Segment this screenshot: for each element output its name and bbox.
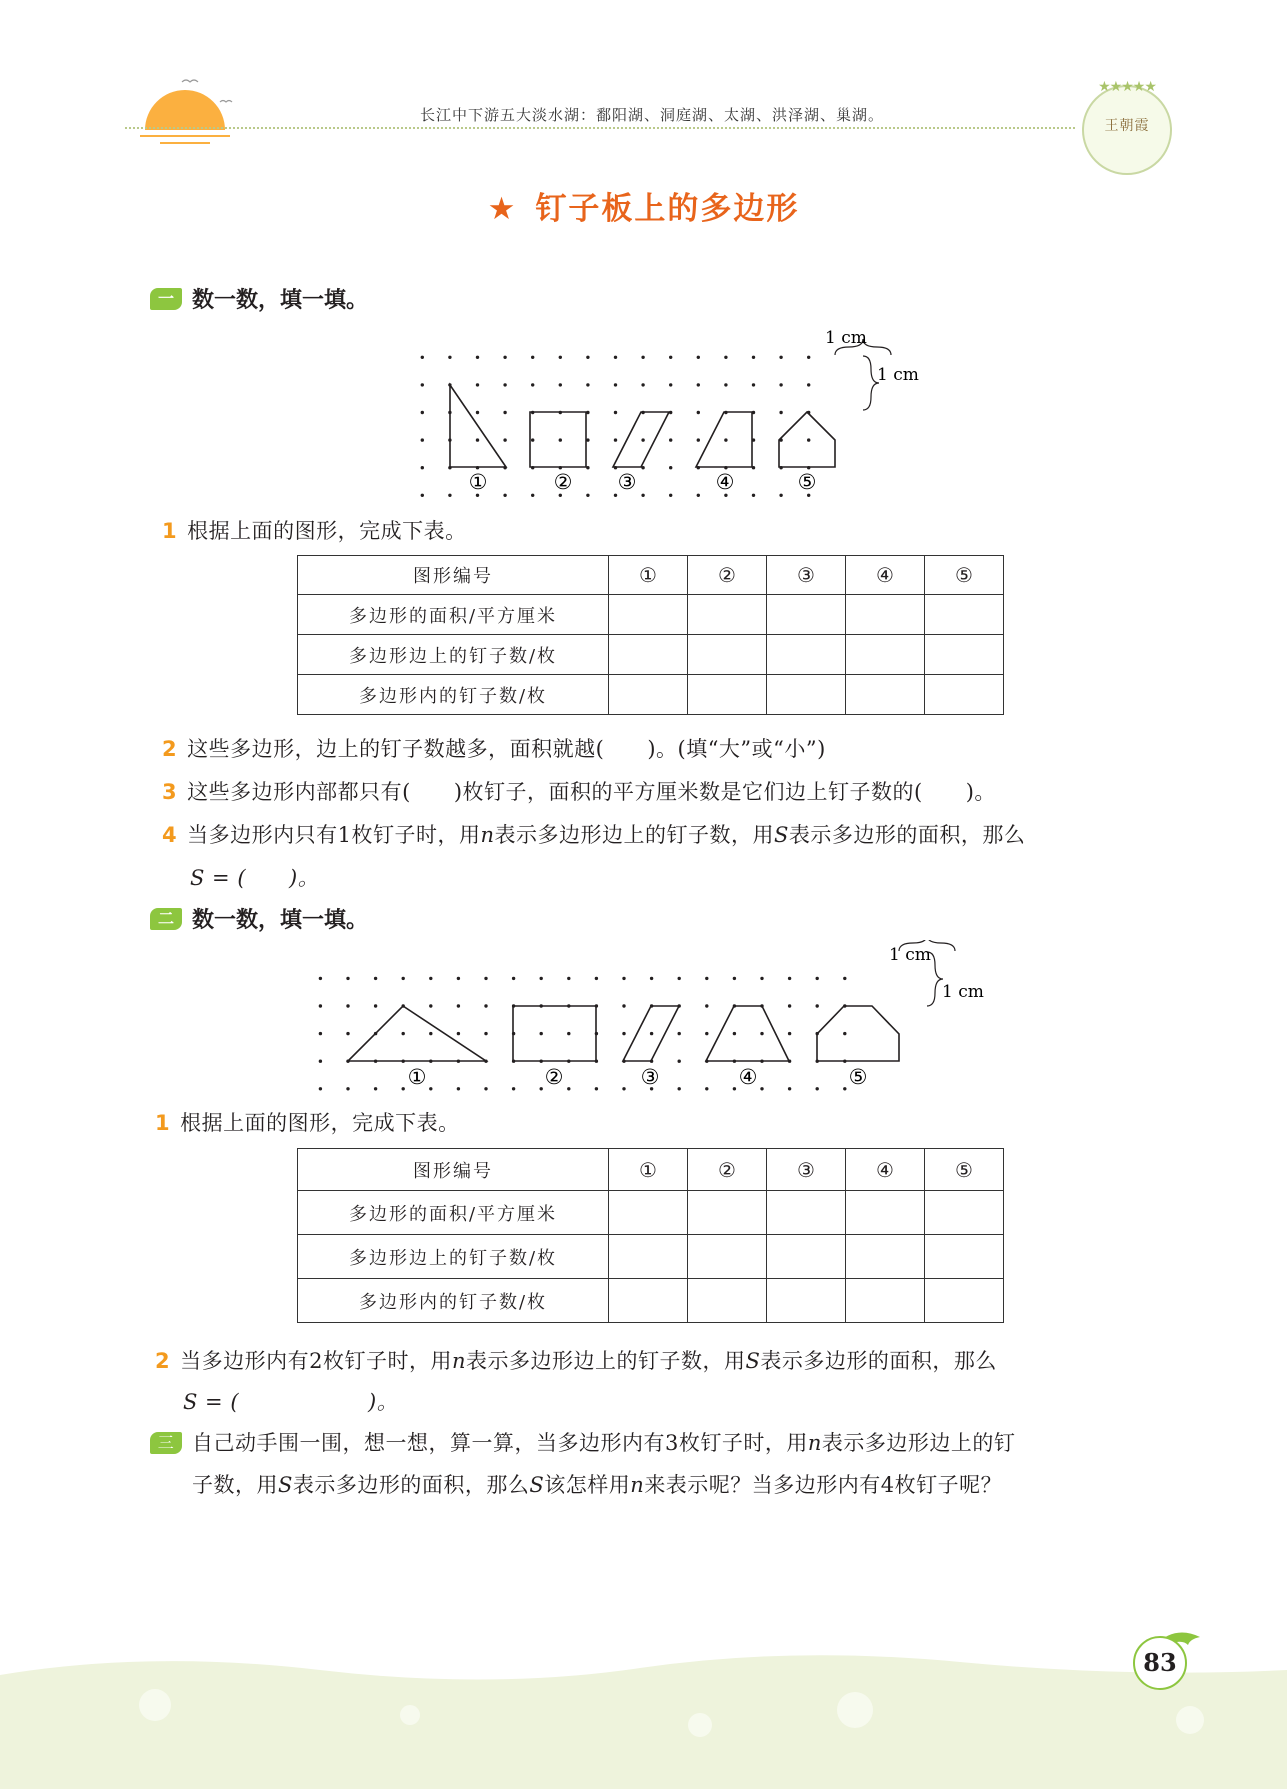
s2-question-2: 2 当多边形内有2枚钉子时，用n表示多边形边上的钉子数，用S表示多边形的面积，那么: [155, 1349, 997, 1373]
pegboard-1-shape-5: [779, 412, 835, 467]
table-header-col: ③: [767, 556, 846, 595]
shape-label-1: ①: [407, 1065, 427, 1089]
answer-cell[interactable]: [688, 635, 767, 675]
peg-dot: [622, 977, 625, 980]
peg-dot: [476, 438, 479, 441]
peg-dot: [614, 438, 617, 441]
answer-cell[interactable]: [688, 1235, 767, 1279]
peg-dot: [421, 494, 424, 497]
peg-dot: [669, 494, 672, 497]
peg-dot: [457, 977, 460, 980]
section-1-heading: 一 数一数，填一填。: [150, 283, 368, 314]
table-row-label: 多边形的面积/平方厘米: [298, 595, 609, 635]
table-row-label: 多边形边上的钉子数/枚: [298, 635, 609, 675]
answer-cell[interactable]: [688, 595, 767, 635]
answer-cell[interactable]: [767, 1191, 846, 1235]
answer-cell[interactable]: [609, 635, 688, 675]
peg-dot: [319, 1060, 322, 1063]
peg-dot: [641, 438, 644, 441]
section-2-badge: 二: [150, 908, 182, 930]
peg-dot: [559, 438, 562, 441]
answer-cell[interactable]: [767, 675, 846, 715]
answer-cell[interactable]: [688, 1191, 767, 1235]
shape-label-5: ⑤: [797, 470, 817, 494]
answer-cell[interactable]: [609, 1235, 688, 1279]
footer-wave: [0, 1640, 1287, 1789]
peg-dot: [816, 1087, 819, 1090]
peg-dot: [346, 1087, 349, 1090]
peg-dot: [816, 977, 819, 980]
table-header-col: ⑤: [925, 1149, 1004, 1191]
peg-dot: [374, 1087, 377, 1090]
pegboard-2-shape-5: [817, 1006, 899, 1061]
peg-dot: [540, 1032, 543, 1035]
unit-label-v: 1 cm: [942, 982, 984, 1002]
section-3-badge: 三: [150, 1432, 182, 1454]
peg-dot: [788, 1032, 791, 1035]
peg-dot: [788, 1004, 791, 1007]
peg-dot: [788, 1087, 791, 1090]
answer-cell[interactable]: [925, 1191, 1004, 1235]
peg-dot: [843, 977, 846, 980]
header-fact: 长江中下游五大淡水湖：鄱阳湖、洞庭湖、太湖、洪泽湖、巢湖。: [420, 106, 885, 124]
peg-dot: [779, 383, 782, 386]
peg-dot: [650, 977, 653, 980]
peg-dot: [476, 494, 479, 497]
peg-dot: [614, 383, 617, 386]
logo-text: 王朝霞: [1104, 118, 1150, 134]
answer-cell[interactable]: [846, 1191, 925, 1235]
answer-cell[interactable]: [925, 635, 1004, 675]
shape-label-3: ③: [640, 1065, 660, 1089]
answer-cell[interactable]: [846, 1279, 925, 1323]
peg-dot: [531, 383, 534, 386]
peg-dot: [476, 411, 479, 414]
peg-dot: [567, 1032, 570, 1035]
logo-stars-icon: ★★★★★: [1098, 79, 1156, 95]
peg-dot: [779, 411, 782, 414]
table-header-col: ⑤: [925, 556, 1004, 595]
peg-dot: [484, 1032, 487, 1035]
table-header-col: ②: [688, 556, 767, 595]
peg-dot: [531, 494, 534, 497]
peg-dot: [374, 1004, 377, 1007]
peg-dot: [531, 438, 534, 441]
peg-dot: [457, 1087, 460, 1090]
peg-dot: [733, 1032, 736, 1035]
peg-dot: [429, 977, 432, 980]
peg-dot: [531, 356, 534, 359]
answer-cell[interactable]: [846, 635, 925, 675]
s1-question-3: 3 这些多边形内部都只有( )枚钉子，面积的平方厘米数是它们边上钉子数的( )。: [162, 780, 996, 804]
pegboard-2-shape-4: [706, 1006, 789, 1061]
peg-dot: [669, 383, 672, 386]
s1-question-2: 2 这些多边形，边上的钉子数越多，面积就越( )。(填“大”或“小”): [162, 737, 826, 761]
shape-label-2: ②: [553, 470, 573, 494]
peg-dot: [641, 383, 644, 386]
peg-dot: [752, 383, 755, 386]
peg-dot: [697, 438, 700, 441]
peg-dot: [319, 1032, 322, 1035]
shape-label-3: ③: [617, 470, 637, 494]
peg-dot: [705, 1087, 708, 1090]
table-row-label: 多边形内的钉子数/枚: [298, 1279, 609, 1323]
peg-dot: [724, 438, 727, 441]
section-1-badge: 一: [150, 288, 182, 310]
s2-answer-table: [297, 1148, 1004, 1323]
peg-dot: [484, 977, 487, 980]
shape-label-4: ④: [738, 1065, 758, 1089]
peg-dot: [512, 1087, 515, 1090]
peg-dot: [669, 356, 672, 359]
table-header-label: 图形编号: [298, 1149, 609, 1191]
answer-cell[interactable]: [767, 635, 846, 675]
shape-label-4: ④: [715, 470, 735, 494]
table-row-label: 多边形边上的钉子数/枚: [298, 1235, 609, 1279]
peg-dot: [622, 1087, 625, 1090]
peg-dot: [807, 356, 810, 359]
peg-dot: [586, 383, 589, 386]
peg-dot: [614, 356, 617, 359]
peg-dot: [697, 411, 700, 414]
pegboard-1-shape-1: [450, 385, 506, 467]
star-icon: ★: [487, 191, 518, 227]
peg-dot: [346, 1004, 349, 1007]
section-2-heading: 二 数一数，填一填。: [150, 903, 368, 934]
peg-dot: [346, 977, 349, 980]
peg-dot: [697, 383, 700, 386]
peg-dot: [421, 438, 424, 441]
table-header-col: ①: [609, 1149, 688, 1191]
peg-dot: [540, 977, 543, 980]
page-number: 83: [1133, 1636, 1187, 1690]
peg-dot: [669, 438, 672, 441]
peg-dot: [807, 494, 810, 497]
peg-dot: [476, 383, 479, 386]
peg-dot: [429, 1004, 432, 1007]
unit-label-h: 1 cm: [825, 328, 867, 348]
peg-dot: [760, 1032, 763, 1035]
pegboard-1: [405, 318, 945, 503]
peg-dot: [760, 1087, 763, 1090]
peg-dot: [503, 494, 506, 497]
s3-question-line-1: 三 自己动手围一围，想一想，算一算，当多边形内有3枚钉子时，用n表示多边形边上的钉: [150, 1427, 1015, 1457]
s1-question-1: 1 根据上面的图形，完成下表。: [162, 519, 467, 543]
peg-dot: [705, 1032, 708, 1035]
peg-dot: [374, 977, 377, 980]
s1-question-4-formula: S = ( )。: [190, 866, 320, 890]
pegboard-2-shape-2: [513, 1006, 596, 1061]
peg-dot: [421, 466, 424, 469]
peg-dot: [512, 977, 515, 980]
page-title: ★ 钉子板上的多边形: [487, 191, 800, 227]
shape-label-2: ②: [544, 1065, 564, 1089]
pegboard-1-shape-4: [696, 412, 752, 467]
peg-dot: [319, 1087, 322, 1090]
peg-dot: [816, 1004, 819, 1007]
table-header-col: ④: [846, 556, 925, 595]
s2-question-1: 1 根据上面的图形，完成下表。: [155, 1111, 460, 1135]
answer-cell[interactable]: [688, 1279, 767, 1323]
peg-dot: [705, 1004, 708, 1007]
peg-dot: [697, 356, 700, 359]
peg-dot: [559, 356, 562, 359]
peg-dot: [678, 1060, 681, 1063]
peg-dot: [843, 1087, 846, 1090]
answer-cell[interactable]: [609, 675, 688, 715]
peg-dot: [586, 494, 589, 497]
peg-dot: [733, 977, 736, 980]
pegboard-1-shape-3: [613, 412, 669, 467]
pegboard-1-shape-2: [530, 412, 586, 467]
peg-dot: [559, 383, 562, 386]
peg-dot: [641, 494, 644, 497]
s3-question-line-2: 子数，用S表示多边形的面积，那么S该怎样用n来表示呢？当多边形内有4枚钉子呢？: [192, 1473, 1003, 1497]
peg-dot: [346, 1032, 349, 1035]
peg-dot: [614, 411, 617, 414]
peg-dot: [457, 1032, 460, 1035]
peg-dot: [457, 1004, 460, 1007]
answer-cell[interactable]: [925, 595, 1004, 635]
peg-dot: [503, 356, 506, 359]
peg-dot: [678, 1087, 681, 1090]
peg-dot: [697, 494, 700, 497]
peg-dot: [669, 466, 672, 469]
table-row-label: 多边形内的钉子数/枚: [298, 675, 609, 715]
peg-dot: [752, 356, 755, 359]
peg-dot: [484, 1087, 487, 1090]
peg-dot: [779, 356, 782, 359]
sun-decoration: [130, 70, 250, 155]
peg-dot: [622, 1004, 625, 1007]
answer-cell[interactable]: [609, 1279, 688, 1323]
peg-dot: [586, 356, 589, 359]
peg-dot: [484, 1004, 487, 1007]
answer-cell[interactable]: [609, 595, 688, 635]
table-header-col: ③: [767, 1149, 846, 1191]
peg-dot: [705, 977, 708, 980]
unit-label-h: 1 cm: [889, 945, 931, 965]
answer-cell[interactable]: [609, 1191, 688, 1235]
peg-dot: [402, 977, 405, 980]
peg-dot: [733, 1087, 736, 1090]
peg-dot: [567, 977, 570, 980]
answer-cell[interactable]: [925, 1235, 1004, 1279]
peg-dot: [402, 1032, 405, 1035]
peg-dot: [421, 383, 424, 386]
header-divider: [125, 127, 1075, 129]
peg-dot: [595, 977, 598, 980]
answer-cell[interactable]: [846, 1235, 925, 1279]
table-header-col: ④: [846, 1149, 925, 1191]
answer-cell[interactable]: [925, 1279, 1004, 1323]
peg-dot: [807, 383, 810, 386]
peg-dot: [429, 1032, 432, 1035]
answer-cell[interactable]: [767, 595, 846, 635]
unit-label-v: 1 cm: [877, 365, 919, 385]
peg-dot: [724, 383, 727, 386]
table-header-col: ①: [609, 556, 688, 595]
peg-dot: [752, 494, 755, 497]
peg-dot: [448, 356, 451, 359]
shape-label-1: ①: [468, 470, 488, 494]
peg-dot: [724, 494, 727, 497]
peg-dot: [421, 411, 424, 414]
publisher-logo: [1082, 79, 1172, 175]
answer-cell[interactable]: [925, 675, 1004, 715]
s2-question-2-formula: S = ( )。: [183, 1390, 399, 1414]
answer-cell[interactable]: [767, 1235, 846, 1279]
peg-dot: [650, 1032, 653, 1035]
peg-dot: [641, 356, 644, 359]
peg-dot: [678, 977, 681, 980]
peg-dot: [319, 1004, 322, 1007]
pegboard-2: [300, 940, 1000, 1100]
pegboard-2-shape-1: [348, 1006, 486, 1061]
answer-cell[interactable]: [688, 675, 767, 715]
peg-dot: [421, 356, 424, 359]
peg-dot: [678, 1032, 681, 1035]
peg-dot: [503, 438, 506, 441]
answer-cell[interactable]: [767, 1279, 846, 1323]
peg-dot: [476, 356, 479, 359]
peg-dot: [448, 494, 451, 497]
table-header-label: 图形编号: [298, 556, 609, 595]
peg-dot: [503, 411, 506, 414]
table-row-label: 多边形的面积/平方厘米: [298, 1191, 609, 1235]
peg-dot: [540, 1087, 543, 1090]
peg-dot: [595, 1087, 598, 1090]
shape-label-5: ⑤: [848, 1065, 868, 1089]
answer-cell[interactable]: [846, 595, 925, 635]
peg-dot: [614, 494, 617, 497]
peg-dot: [622, 1032, 625, 1035]
s1-answer-table: [297, 555, 1004, 715]
peg-dot: [843, 1032, 846, 1035]
peg-dot: [559, 494, 562, 497]
peg-dot: [567, 1087, 570, 1090]
peg-dot: [429, 1087, 432, 1090]
peg-dot: [402, 1087, 405, 1090]
peg-dot: [503, 383, 506, 386]
answer-cell[interactable]: [846, 675, 925, 715]
s1-question-4: 4 当多边形内只有1枚钉子时，用n表示多边形边上的钉子数，用S表示多边形的面积，那么: [162, 823, 1026, 847]
peg-dot: [319, 977, 322, 980]
peg-dot: [760, 977, 763, 980]
peg-dot: [788, 977, 791, 980]
peg-dot: [724, 356, 727, 359]
peg-dot: [779, 494, 782, 497]
table-header-col: ②: [688, 1149, 767, 1191]
peg-dot: [807, 438, 810, 441]
